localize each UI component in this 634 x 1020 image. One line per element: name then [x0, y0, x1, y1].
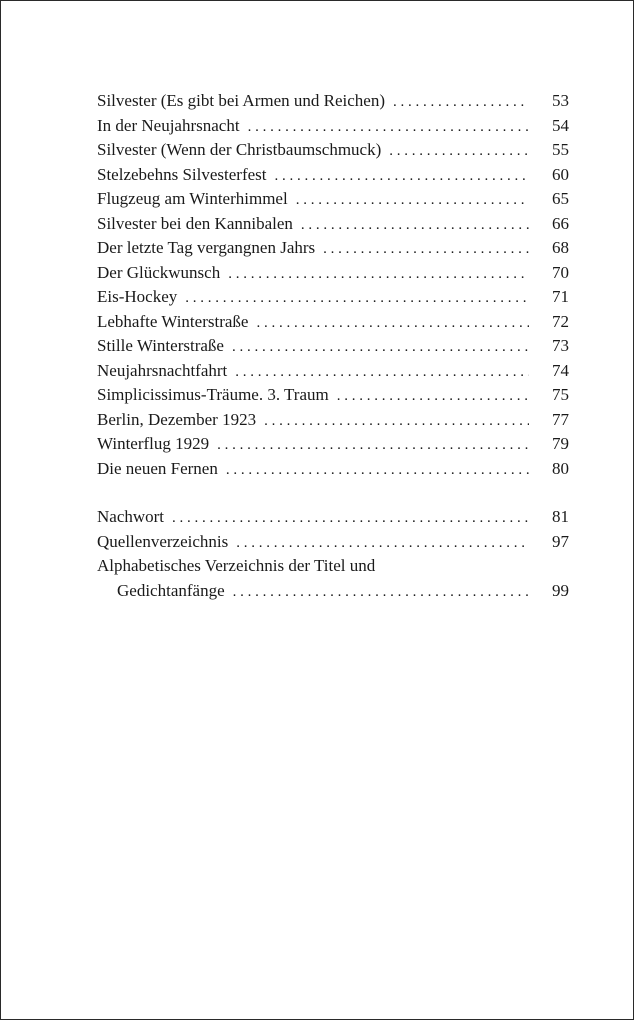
toc-entry [97, 163, 569, 188]
toc-entry-page: 70 [552, 262, 569, 282]
toc-entry-page: 97 [552, 531, 569, 551]
toc-entry [97, 457, 569, 482]
dot-leader [296, 188, 529, 213]
toc-entry-title: Stelzebehns Silvesterfest [97, 164, 267, 184]
dot-leader [236, 531, 529, 556]
dot-leader [323, 237, 529, 262]
toc-entry-page: 80 [552, 458, 569, 478]
dot-leader [233, 580, 529, 605]
dot-leader [217, 433, 529, 458]
toc-entry-page: 71 [552, 287, 569, 306]
toc-entry-title: Lebhafte Winterstraße [97, 311, 249, 331]
toc-index-title-line2: Gedichtanfänge [117, 580, 225, 600]
dot-leader [235, 360, 529, 385]
toc-entry-title: Berlin, Dezember 1923 [97, 409, 257, 429]
toc-entry [97, 408, 569, 433]
toc-entry-title: Eis-Hockey [97, 287, 178, 306]
toc-entry [97, 261, 569, 286]
toc-entry-title: Silvester bei den Kannibalen [97, 213, 293, 233]
toc-appendix-entry [97, 530, 569, 555]
dot-leader [393, 90, 529, 115]
toc-entry [97, 236, 569, 261]
dot-leader [185, 286, 529, 311]
toc-entry-page: 55 [552, 140, 569, 159]
dot-leader [248, 115, 529, 140]
toc-entry-page: 81 [552, 507, 569, 526]
toc-entry-page: 99 [552, 580, 569, 600]
toc-entry-title: In der Neujahrsnacht [97, 115, 240, 135]
toc-entry-page: 75 [552, 385, 569, 404]
toc-entry-title: Stille Winterstraße [97, 336, 224, 355]
toc-entry [97, 212, 569, 237]
toc-entry-page: 65 [552, 189, 569, 208]
section-gap [97, 481, 569, 505]
dot-leader [275, 164, 530, 189]
toc-entry-title: Silvester (Es gibt bei Armen und Reichen) [97, 91, 385, 110]
toc-entry-title: Quellenverzeichnis [97, 531, 229, 551]
toc-entry-page: 79 [552, 434, 569, 453]
toc-entry [97, 138, 569, 163]
table-of-contents [97, 89, 569, 603]
toc-entry-title: Der letzte Tag vergangnen Jahrs [97, 238, 316, 257]
toc-entry-title: Nachwort [97, 507, 165, 526]
toc-entry-page: 73 [552, 336, 569, 355]
dot-leader [232, 335, 529, 360]
toc-entry [97, 187, 569, 212]
toc-entry-page: 77 [552, 409, 569, 429]
toc-entry-title: Winterflug 1929 [97, 434, 210, 453]
toc-entry-title: Die neuen Fernen [97, 458, 218, 478]
toc-entry-page: 72 [552, 311, 569, 331]
toc-entry [97, 432, 569, 457]
toc-entry-page: 60 [552, 164, 569, 184]
toc-entry [97, 89, 569, 114]
toc-index-title-line1: Alphabetisches Verzeichnis der Titel und [97, 556, 376, 575]
toc-entry [97, 359, 569, 384]
dot-leader [226, 458, 529, 483]
toc-entry [97, 383, 569, 408]
toc-entry-page: 54 [552, 115, 569, 135]
toc-index-entry [97, 579, 569, 604]
toc-entry [97, 114, 569, 139]
toc-entry-page: 66 [552, 213, 569, 233]
dot-leader [337, 384, 529, 409]
dot-leader [389, 139, 529, 164]
toc-entry [97, 310, 569, 335]
toc-entry-page: 68 [552, 238, 569, 257]
toc-entry-page: 74 [552, 360, 569, 380]
toc-entry [97, 334, 569, 359]
toc-entry-page: 53 [552, 91, 569, 110]
toc-entry-title: Der Glückwunsch [97, 262, 221, 282]
dot-leader [264, 409, 529, 434]
dot-leader [228, 262, 529, 287]
dot-leader [256, 311, 529, 336]
dot-leader [172, 506, 529, 531]
toc-entry [97, 285, 569, 310]
toc-entry-title: Neujahrsnachtfahrt [97, 360, 228, 380]
toc-appendix-entry [97, 505, 569, 530]
dot-leader [301, 213, 529, 238]
toc-entry-title: Flugzeug am Winterhimmel [97, 189, 288, 208]
toc-entry-title: Simplicissimus-Träume. 3. Traum [97, 385, 329, 404]
toc-entry-title: Silvester (Wenn der Christbaumschmuck) [97, 140, 382, 159]
